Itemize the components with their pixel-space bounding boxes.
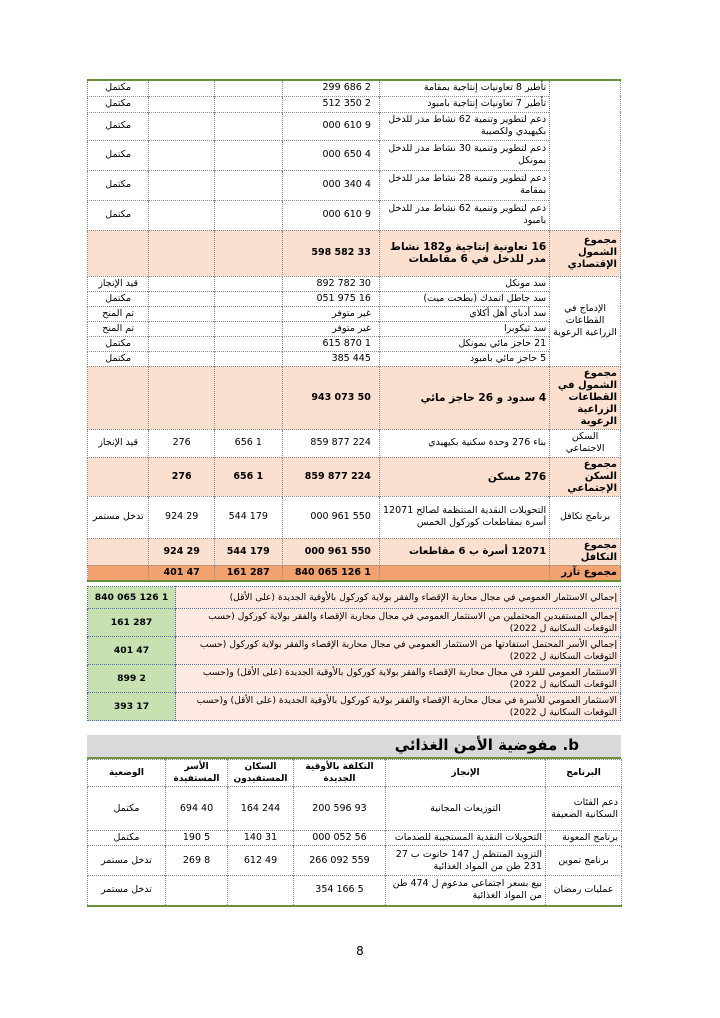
population-cell: 1 656 — [214, 429, 282, 457]
table-row — [88, 200, 621, 230]
table-row — [88, 306, 621, 321]
programs-table — [87, 79, 621, 582]
status-cell: تدخل مستمر — [88, 876, 166, 906]
subtotal-row — [88, 230, 621, 276]
subtotal-families: 276 — [149, 457, 215, 496]
empty-cell — [214, 336, 282, 351]
header-families: الأسر المستفيدة — [166, 760, 228, 787]
status-cell: تدخل مستمر — [88, 496, 149, 538]
families-cell: 5 190 — [166, 831, 228, 846]
cost-cell: 5 166 354 — [294, 876, 386, 906]
cost-cell: 559 092 266 — [294, 846, 386, 876]
cost-cell: 93 596 200 — [294, 787, 386, 831]
subtotal-achievement: 4 سدود و 26 حاجز مائي — [379, 366, 549, 429]
table-row — [88, 291, 621, 306]
table-row — [88, 96, 621, 112]
table-row — [88, 336, 621, 351]
cost-cell: 9 610 000 — [282, 200, 379, 230]
program-cell — [550, 80, 621, 230]
table-row — [88, 112, 621, 140]
header-program: البرنامج — [546, 760, 622, 787]
empty-cell — [149, 276, 215, 291]
status-cell: مكتمل — [88, 80, 149, 96]
subtotal-achievement: 12071 أسرة ب 6 مقاطعات — [379, 538, 549, 565]
achievement-cell: سد مونكل — [379, 276, 549, 291]
population-cell — [214, 96, 282, 112]
status-cell: قيد الإنجاز — [88, 429, 149, 457]
empty-cell — [149, 230, 215, 276]
subtotal-achievement: 16 تعاونية إنتاجية و182 نشاط مدر للدخل في 6 مقاطعات — [379, 230, 549, 276]
subtotal-cost: 224 877 859 — [282, 457, 379, 496]
status-cell: مكتمل — [88, 831, 166, 846]
subtotal-cost: 550 961 000 — [282, 538, 379, 565]
subtotal-achievement: 276 مسكن — [379, 457, 549, 496]
status-cell: مكتمل — [88, 112, 149, 140]
empty-cell — [149, 291, 215, 306]
families-cell: 29 924 — [149, 496, 215, 538]
cost-cell: 56 052 000 — [294, 831, 386, 846]
cost-cell: غير متوفر — [282, 321, 379, 336]
population-cell — [214, 200, 282, 230]
cost-cell: 550 961 000 — [282, 496, 379, 538]
achievement-cell: بيع بسعر اجتماعي مدعوم ل 474 طن من المواد الغذائية — [386, 876, 546, 906]
program-cell: الإدماج في القطاعات الزراعية الرعوية — [550, 276, 621, 366]
summary-value: 47 401 — [88, 637, 176, 665]
status-cell: مكتمل — [88, 96, 149, 112]
program-cell: برنامج تموين — [546, 846, 622, 876]
status-cell: مكتمل — [88, 351, 149, 366]
empty-cell — [88, 457, 149, 496]
achievement-cell: التوزيعات المجانية — [386, 787, 546, 831]
table-row — [88, 876, 622, 906]
summary-value: 2 899 — [88, 665, 176, 693]
summary-label: الاستثمار العمومي للأسرة في مجال محاربة الإقصاء والفقر بولاية كوركول بالأوقية الجديدة (على الأقل) و(حسب التوقعات السكانية ل 2022) — [176, 693, 621, 721]
empty-cell — [214, 306, 282, 321]
status-cell: تم المنح — [88, 306, 149, 321]
cost-cell: 30 782 892 — [282, 276, 379, 291]
program-cell: برنامج المعونة — [546, 831, 622, 846]
families-cell — [149, 140, 215, 170]
total-row — [88, 565, 621, 581]
cost-cell: 2 350 512 — [282, 96, 379, 112]
empty-cell — [149, 351, 215, 366]
population-cell — [214, 112, 282, 140]
table-row — [88, 496, 621, 538]
empty-cell — [214, 230, 282, 276]
achievement-cell: تأطير 7 تعاونيات إنتاجية بامبود — [379, 96, 549, 112]
achievement-cell: بناء 276 وحدة سكنية بكيهيدي — [379, 429, 549, 457]
subtotal-row — [88, 366, 621, 429]
food-security-table — [87, 759, 622, 907]
total-families: 47 401 — [149, 565, 215, 581]
table-row — [88, 140, 621, 170]
cost-cell: 1 870 615 — [282, 336, 379, 351]
cost-cell: 4 340 000 — [282, 170, 379, 200]
population-cell — [214, 80, 282, 96]
empty-cell — [214, 291, 282, 306]
achievement-cell: سد ثيكوبرا — [379, 321, 549, 336]
table-row — [88, 787, 622, 831]
empty-cell — [214, 366, 282, 429]
achievement-cell: 5 حاجز مائي بامبود — [379, 351, 549, 366]
achievement-cell: التحويلات النقدية المستجيبة للصدمات — [386, 831, 546, 846]
status-cell: قيد الإنجاز — [88, 276, 149, 291]
subtotal-cost: 50 073 943 — [282, 366, 379, 429]
status-cell: مكتمل — [88, 291, 149, 306]
table-row — [88, 831, 622, 846]
section-heading — [87, 735, 621, 759]
table-row — [88, 276, 621, 291]
total-cost: 1 126 065 840 — [282, 565, 379, 581]
page-number: 8 — [356, 944, 364, 958]
families-cell: 276 — [149, 429, 215, 457]
empty-cell — [149, 366, 215, 429]
section-title: b. مفوضية الأمن الغذائي — [394, 736, 579, 754]
summary-value: 1 126 065 840 — [88, 587, 176, 609]
families-cell: 40 694 — [166, 787, 228, 831]
achievement-cell: تأطير 8 تعاونيات إنتاجية بمقامة — [379, 80, 549, 96]
achievement-cell: التحويلات النقدية المنتظمة لصالح 12071 أسرة بمقاطعات كوركول الخمس — [379, 496, 549, 538]
families-cell — [149, 200, 215, 230]
status-cell: مكتمل — [88, 200, 149, 230]
families-cell — [149, 112, 215, 140]
cost-cell: 2 686 299 — [282, 80, 379, 96]
cost-cell: 445 385 — [282, 351, 379, 366]
empty-cell — [88, 565, 149, 581]
status-cell: تدخل مستمر — [88, 846, 166, 876]
population-cell — [228, 876, 294, 906]
summary-value: 17 393 — [88, 693, 176, 721]
empty-cell — [88, 538, 149, 565]
achievement-cell: سد أدباي أهل أكلاي — [379, 306, 549, 321]
subtotal-label: مجموع السكن الإجتماعي — [550, 457, 621, 496]
summary-label: إجمالي الاستثمار العمومي في مجال محاربة الإقصاء والفقر بولاية كوركول بالأوقية الجديدة (على الأقل) — [176, 587, 621, 609]
achievement-cell: 21 حاجز مائي بمونكل — [379, 336, 549, 351]
status-cell: مكتمل — [88, 336, 149, 351]
cost-cell: غير متوفر — [282, 306, 379, 321]
subtotal-families: 29 924 — [149, 538, 215, 565]
summary-value: 287 161 — [88, 609, 176, 637]
header-row — [88, 760, 622, 787]
empty-cell — [149, 336, 215, 351]
subtotal-label: مجموع الشمول الإقتصادي — [550, 230, 621, 276]
empty-cell — [214, 351, 282, 366]
summary-label: إجمالي الأسر المحتمل استفادتها من الاستثمار العمومي في مجال محاربة الإقصاء والفقر بولاية كوركول (حسب التوقعات السكانية ل 2022) — [176, 637, 621, 665]
cost-cell: 16 975 051 — [282, 291, 379, 306]
achievement-cell: دعم لتطوير وتنمية 28 نشاط مدر للدخل بمقامة — [379, 170, 549, 200]
achievement-cell: سد جاطل اتمدك (بطحت ميت) — [379, 291, 549, 306]
families-cell — [149, 170, 215, 200]
achievement-cell: دعم لتطوير وتنمية 30 نشاط مدر للدخل بمونكل — [379, 140, 549, 170]
subtotal-label: مجموع الشمول في القطاعات الزراعية الرعوية — [550, 366, 621, 429]
cost-cell: 9 610 000 — [282, 112, 379, 140]
empty-cell — [149, 321, 215, 336]
program-cell: عمليات رمضان — [546, 876, 622, 906]
program-cell: دعم الفئات السكانية الضعيفة — [546, 787, 622, 831]
summary-row — [88, 609, 621, 637]
achievement-cell: دعم لتطوير وتنمية 62 نشاط مدر للدخل بكيهيدي ولكصيبة — [379, 112, 549, 140]
empty-cell — [88, 366, 149, 429]
summary-label: الاستثمار العمومي للفرد في مجال محاربة الإقصاء والفقر بولاية كوركول بالأوقية الجديدة (على الأقل) و(حسب التوقعات السكانية ل 2022) — [176, 665, 621, 693]
table-row — [88, 80, 621, 96]
subtotal-row — [88, 457, 621, 496]
achievement-cell: التزويد المنتظم ل 147 حانوت ب 27 231 طن من المواد الغذائية — [386, 846, 546, 876]
empty-cell — [379, 565, 549, 581]
achievement-cell: دعم لتطوير وتنمية 62 نشاط مدر للدخل بامبود — [379, 200, 549, 230]
program-cell: برنامج تكافل — [550, 496, 621, 538]
cost-cell: 224 877 859 — [282, 429, 379, 457]
empty-cell — [214, 276, 282, 291]
cost-cell: 4 650 000 — [282, 140, 379, 170]
families-cell — [149, 96, 215, 112]
empty-cell — [214, 321, 282, 336]
header-population: السكان المستفيدون — [228, 760, 294, 787]
population-cell: 31 140 — [228, 831, 294, 846]
population-cell — [214, 170, 282, 200]
subtotal-label: مجموع التكافل — [550, 538, 621, 565]
population-cell — [214, 140, 282, 170]
table-row — [88, 846, 622, 876]
families-cell: 8 269 — [166, 846, 228, 876]
subtotal-cost: 33 582 598 — [282, 230, 379, 276]
empty-cell — [149, 306, 215, 321]
total-label: مجموع تآزر — [550, 565, 621, 581]
population-cell: 244 164 — [228, 787, 294, 831]
summary-row — [88, 665, 621, 693]
population-cell: 49 612 — [228, 846, 294, 876]
header-cost: التكلفة بالأوقية الجديدة — [294, 760, 386, 787]
table-row — [88, 429, 621, 457]
summary-row — [88, 693, 621, 721]
population-cell: 179 544 — [214, 496, 282, 538]
families-cell — [149, 80, 215, 96]
status-cell: تم المنح — [88, 321, 149, 336]
table-row — [88, 321, 621, 336]
status-cell: مكتمل — [88, 787, 166, 831]
families-cell — [166, 876, 228, 906]
status-cell: مكتمل — [88, 170, 149, 200]
table-row — [88, 351, 621, 366]
total-population: 287 161 — [214, 565, 282, 581]
table-row — [88, 170, 621, 200]
program-cell: السكن الاجتماعي — [550, 429, 621, 457]
summary-row — [88, 637, 621, 665]
investment-summary-table — [87, 586, 621, 721]
summary-label: إجمالي المستفيدين المحتملين من الاستثمار العمومي في مجال محاربة الإقصاء والفقر بولاية كوركول (حسب التوقعات السكانية ل 2022) — [176, 609, 621, 637]
status-cell: مكتمل — [88, 140, 149, 170]
subtotal-population: 1 656 — [214, 457, 282, 496]
header-achievement: الإنجاز — [386, 760, 546, 787]
empty-cell — [88, 230, 149, 276]
header-status: الوضعية — [88, 760, 166, 787]
subtotal-population: 179 544 — [214, 538, 282, 565]
summary-row — [88, 587, 621, 609]
subtotal-row — [88, 538, 621, 565]
